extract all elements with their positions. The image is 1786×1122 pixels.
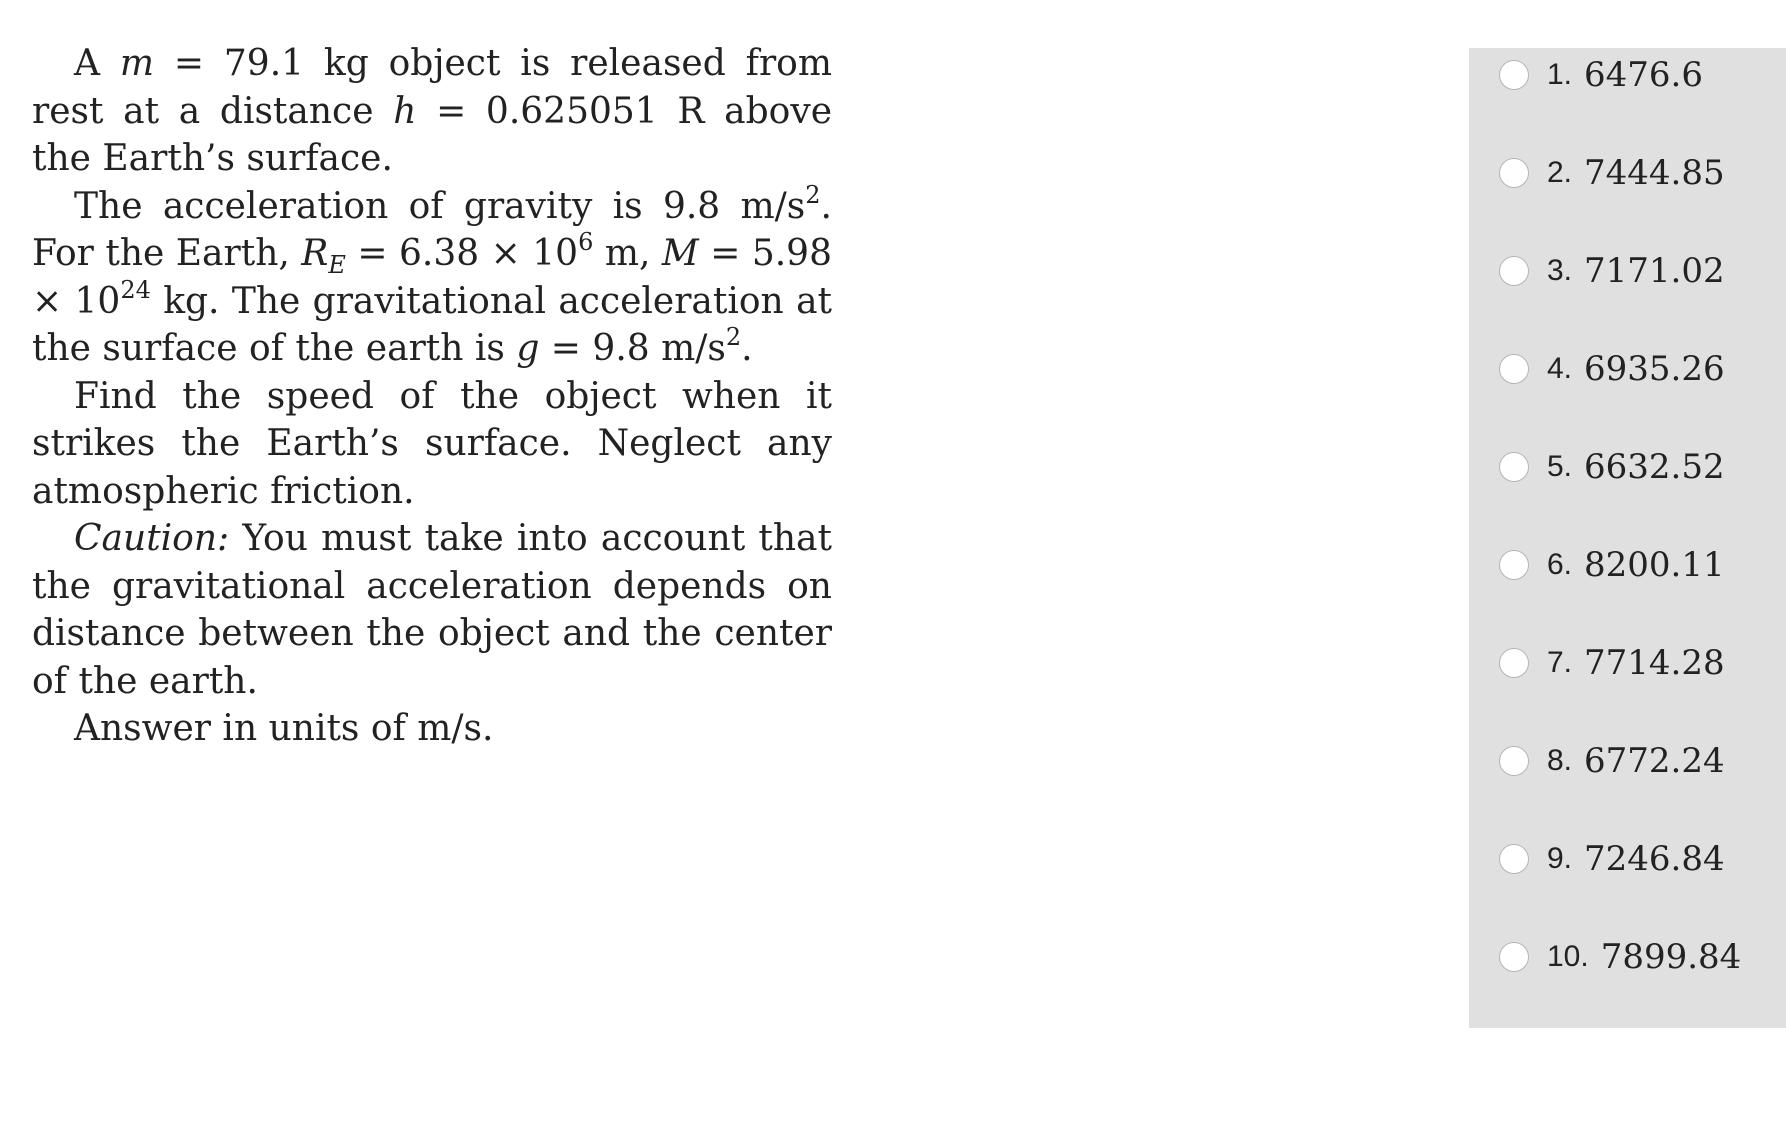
choice-value: 6476.6 <box>1584 55 1703 95</box>
choice-9[interactable] <box>1499 839 1725 879</box>
answer-choices-panel <box>1469 48 1786 1028</box>
choice-number: 7. <box>1547 646 1573 679</box>
question-text <box>32 40 832 753</box>
choice-7[interactable] <box>1499 643 1725 683</box>
choice-value: 7899.84 <box>1600 937 1742 977</box>
choice-value: 7246.84 <box>1584 839 1725 879</box>
choice-2[interactable] <box>1499 153 1725 193</box>
choice-number: 10. <box>1547 940 1589 973</box>
answer-units-text: Answer in units of m/s. <box>74 708 494 749</box>
choice-8[interactable] <box>1499 741 1725 781</box>
choice-number: 2. <box>1547 156 1573 189</box>
radio-button-icon[interactable] <box>1499 158 1529 188</box>
choice-number: 3. <box>1547 254 1573 287</box>
caution-label: Caution: <box>74 518 230 559</box>
choice-value: 6935.26 <box>1584 349 1725 389</box>
choice-number: 8. <box>1547 744 1573 777</box>
choice-number: 1. <box>1547 58 1573 91</box>
question-paragraph-4: Caution: You must take into account that the gravitational acceleration depends on distance between the object and the center of the earth. <box>32 518 832 702</box>
radio-button-icon[interactable] <box>1499 844 1529 874</box>
choice-6[interactable] <box>1499 545 1725 585</box>
choice-value: 6632.52 <box>1584 447 1725 487</box>
choice-1[interactable] <box>1499 55 1703 95</box>
question-paragraph-1: A m = 79.1 kg object is released from rest at a distance h = 0.625051 R above the Earth’s surface. <box>32 43 832 179</box>
radio-button-icon[interactable] <box>1499 452 1529 482</box>
choice-number: 5. <box>1547 450 1573 483</box>
radio-button-icon[interactable] <box>1499 550 1529 580</box>
question-paragraph-3: Find the speed of the object when it strikes the Earth’s surface. Neglect any atmospheric friction. <box>32 375 832 512</box>
choice-value: 7714.28 <box>1584 643 1725 683</box>
choice-value: 7444.85 <box>1584 153 1725 193</box>
choice-number: 6. <box>1547 548 1573 581</box>
radio-button-icon[interactable] <box>1499 746 1529 776</box>
radio-button-icon[interactable] <box>1499 648 1529 678</box>
question-paragraph-2: The acceleration of gravity is 9.8 $m/s^2$. For the Earth, $R_E = 6.38 \times 10^6$ m, $M = 5.98 \times 10^{24}$ kg. The gravitational acceleration at the surface of the earth is g = 9.8 $m/s^2$. <box>32 180 832 369</box>
radio-button-icon[interactable] <box>1499 60 1529 90</box>
radio-button-icon[interactable] <box>1499 354 1529 384</box>
choice-10[interactable] <box>1499 937 1741 977</box>
choice-5[interactable] <box>1499 447 1725 487</box>
choice-value: 8200.11 <box>1584 545 1725 585</box>
choice-number: 9. <box>1547 842 1573 875</box>
choice-4[interactable] <box>1499 349 1725 389</box>
choice-3[interactable] <box>1499 251 1725 291</box>
choice-value: 6772.24 <box>1584 741 1725 781</box>
radio-button-icon[interactable] <box>1499 256 1529 286</box>
choice-number: 4. <box>1547 352 1573 385</box>
radio-button-icon[interactable] <box>1499 942 1529 972</box>
choice-value: 7171.02 <box>1584 251 1725 291</box>
